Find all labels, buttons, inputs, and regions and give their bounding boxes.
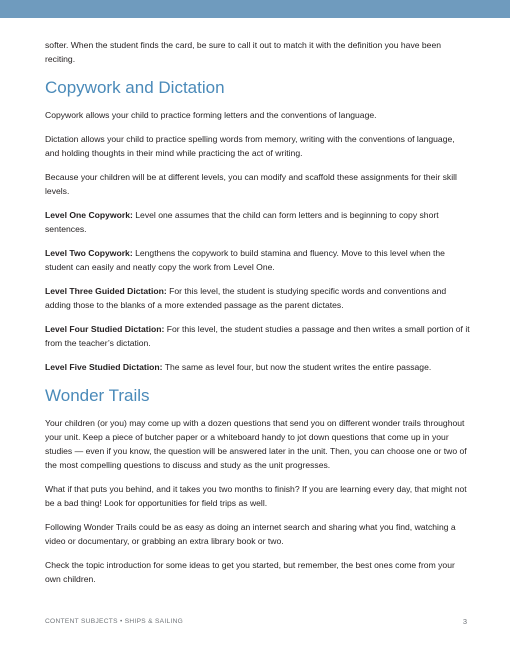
copywork-heading: Copywork and Dictation — [45, 78, 225, 97]
copywork-paragraph: Copywork allows your child to practice forming letters and the conventions of language. — [45, 110, 377, 120]
wonder-paragraph-1: Your children (or you) may come up with a dozen questions that send you on different wonder trails throughout your unit. Keep a piece of butcher paper or a whiteboard handy to jot down questions that come up in your studies — even if you know, the question will be answered later in the unit. Then, you can choose one or two of the most compelling questions to discuss and study as the unit progresses. — [45, 418, 467, 470]
level-one-text: Level one assumes that the child can form letters and is beginning to copy short sentences. — [45, 210, 439, 234]
dictation-paragraph: Dictation allows your child to practice spelling words from memory, writing with the conventions of language, and holding thoughts in their mind while practicing the act of writing. — [45, 134, 455, 158]
level-five-paragraph — [45, 360, 470, 374]
level-one-paragraph — [45, 208, 470, 236]
intro-continuation-paragraph: softer. When the student finds the card, be sure to call it out to match it with the definition you have been reciting. — [45, 40, 442, 64]
wonder-paragraph-4: Check the topic introduction for some ideas to get you started, but remember, the best ones come from your own children. — [45, 560, 455, 584]
footer-section-title: CONTENT SUBJECTS • SHIPS & SAILING — [45, 618, 184, 625]
level-two-label: Level Two Copywork: — [45, 248, 133, 258]
wonder-paragraph-2: What if that puts you behind, and it takes you two months to finish? If you are learning every day, that might not be a bad thing! Look for opportunities for field trips as well. — [45, 484, 467, 508]
level-four-paragraph — [45, 322, 470, 350]
level-two-paragraph — [45, 246, 470, 274]
level-two-text: Lengthens the copywork to build stamina and fluency. Move to this level when the student can easily and neatly copy the work from Level One. — [45, 248, 445, 272]
level-three-paragraph — [45, 284, 470, 312]
level-three-label: Level Three Guided Dictation: — [45, 286, 167, 296]
level-one-label: Level One Copywork: — [45, 210, 133, 220]
wonder-paragraph-3: Following Wonder Trails could be as easy as doing an internet search and sharing what you find, watching a video or documentary, or grabbing an extra library book or two. — [45, 522, 456, 546]
top-color-band — [0, 0, 510, 18]
level-five-label: Level Five Studied Dictation: — [45, 362, 163, 372]
page-number: 3 — [462, 617, 467, 626]
level-five-text: The same as level four, but now the student writes the entire passage. — [162, 362, 432, 372]
page-content — [45, 38, 470, 596]
level-four-text: For this level, the student studies a passage and then writes a small portion of it from the teacher’s dictation. — [45, 324, 470, 348]
levels-intro-paragraph: Because your children will be at different levels, you can modify and scaffold these assignments for their skill levels. — [45, 172, 457, 196]
wonder-trails-heading: Wonder Trails — [45, 386, 150, 405]
level-four-label: Level Four Studied Dictation: — [45, 324, 165, 334]
level-three-text: For this level, the student is studying specific words and conventions and adding those to the blanks of a more extended passage as the parent dictates. — [45, 286, 447, 310]
